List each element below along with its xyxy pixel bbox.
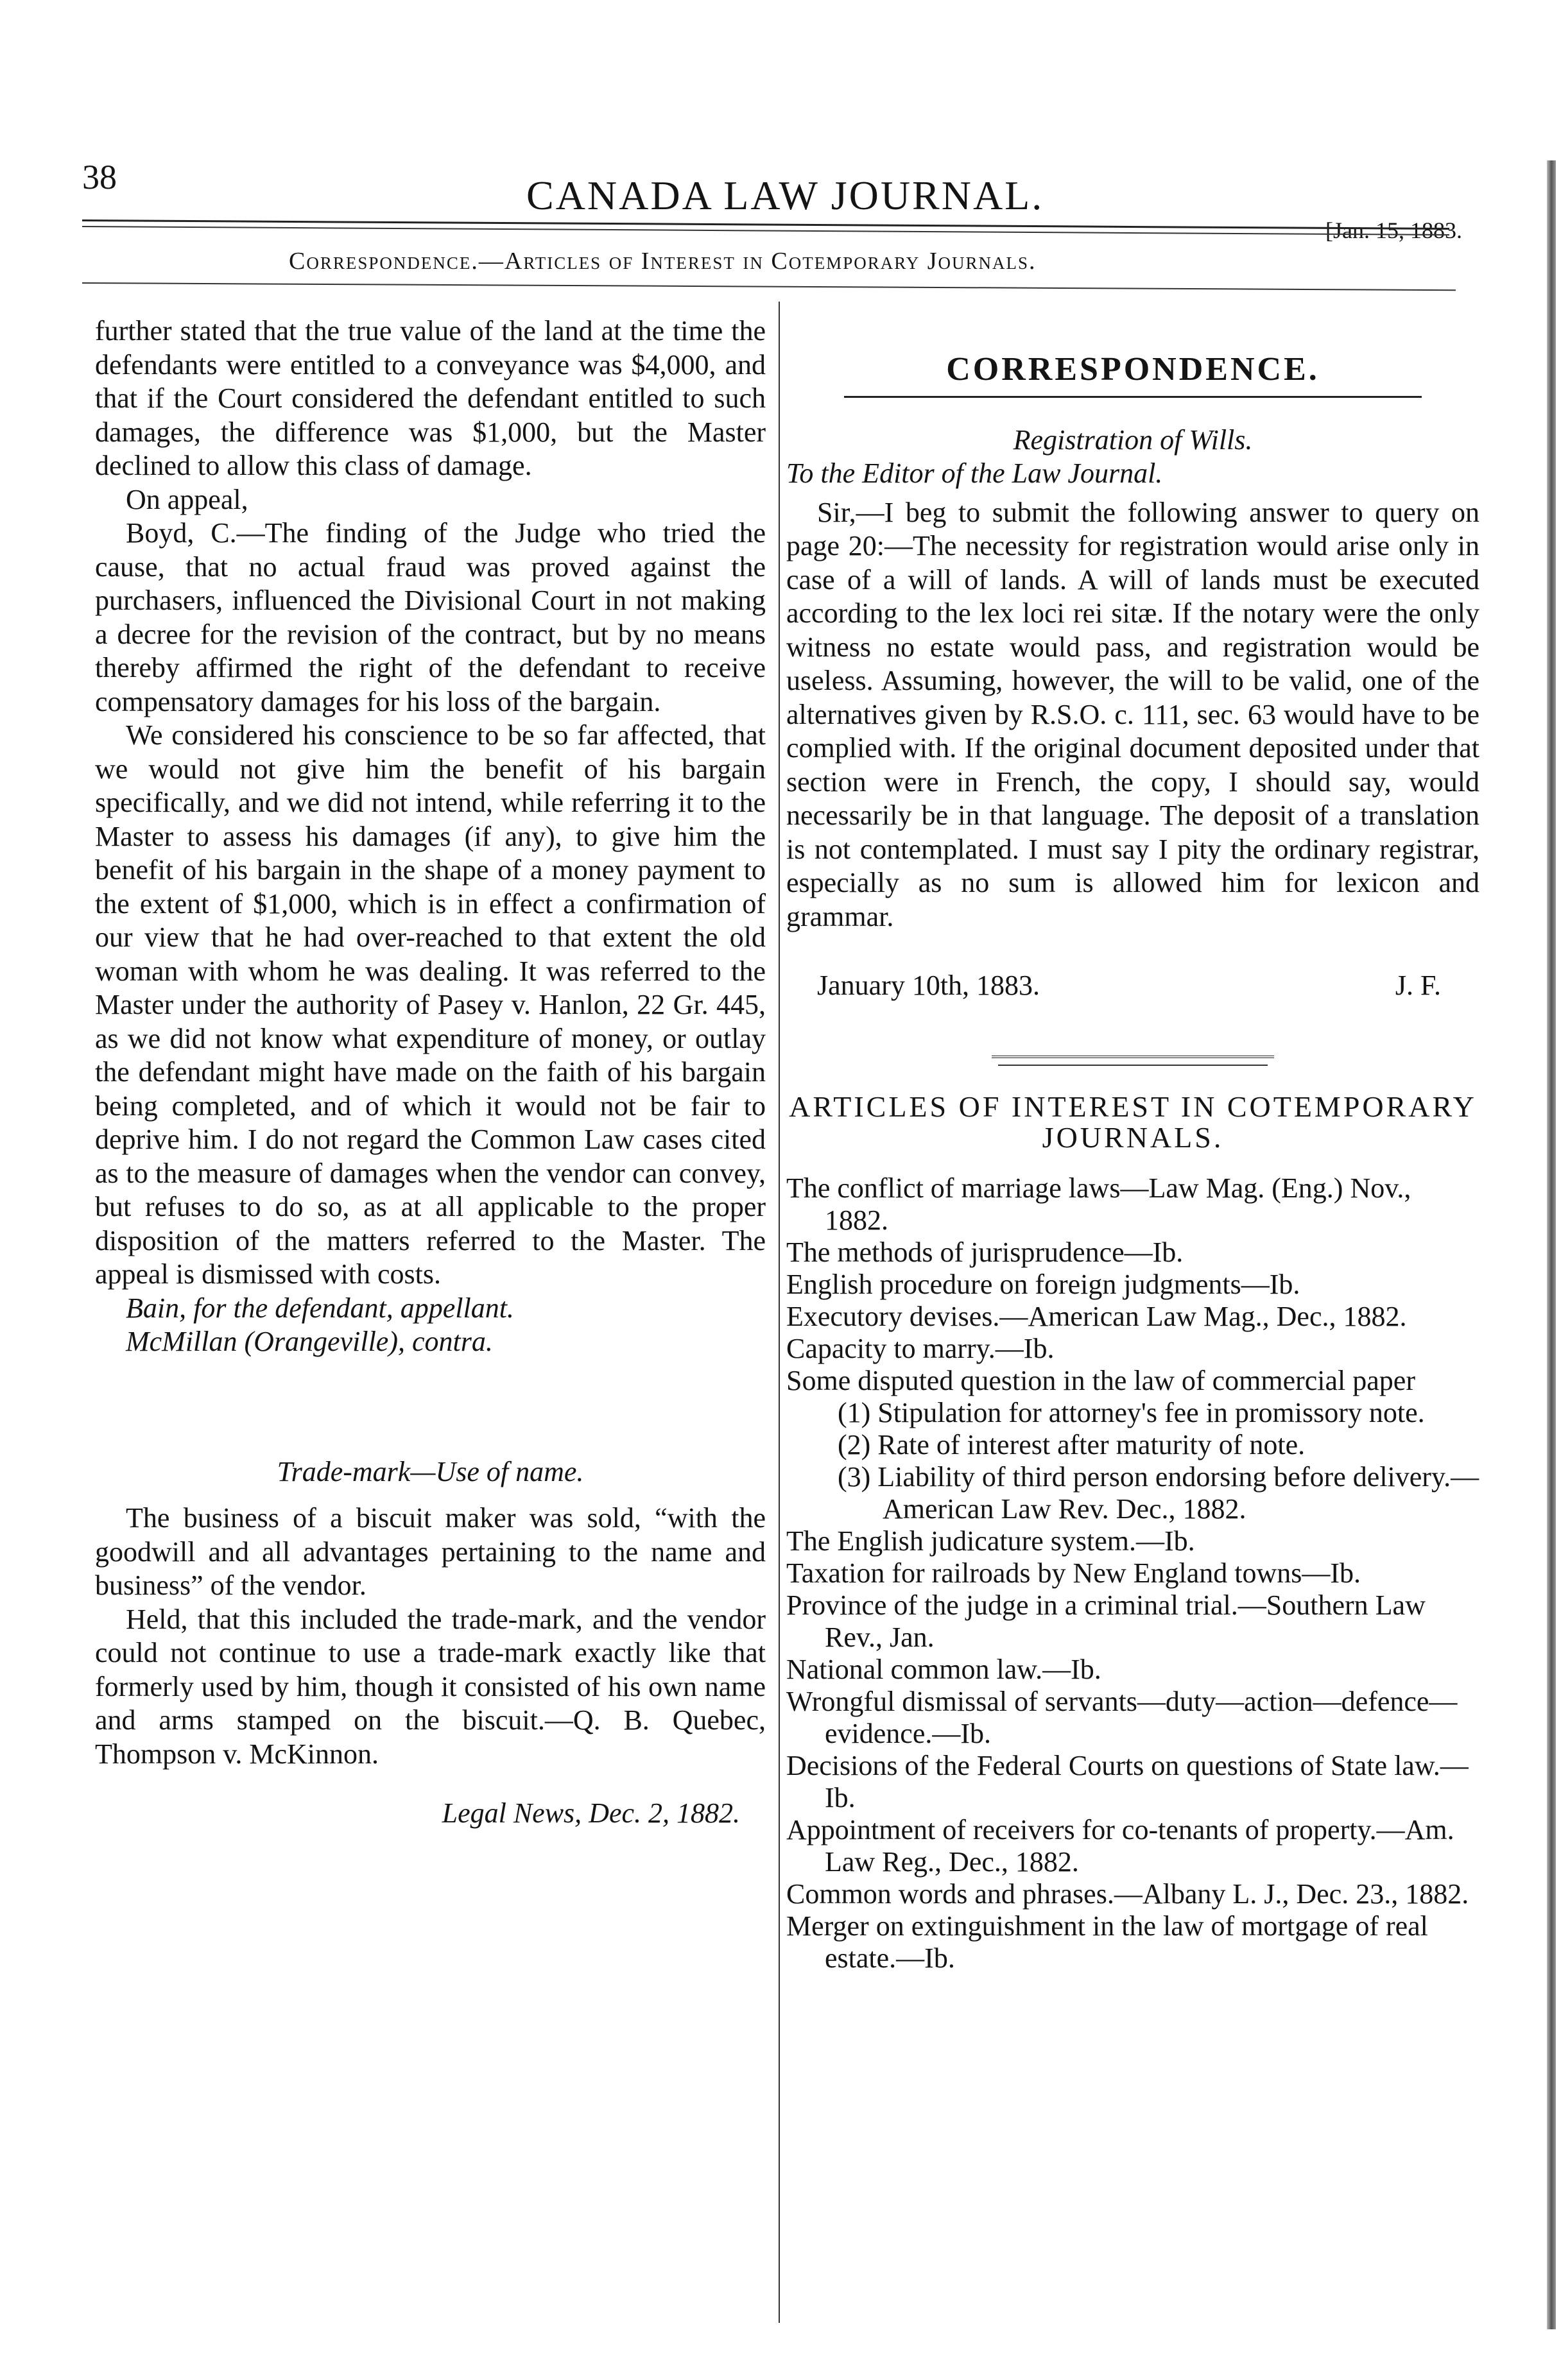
scan-edge-shadow	[1547, 160, 1556, 2329]
issue-date: [Jan. 15, 1883.	[1325, 218, 1462, 243]
articles-heading: ARTICLES OF INTEREST IN COTEMPORARY JOURNALS.	[789, 1090, 1477, 1154]
letter-signature: J. F.	[1395, 970, 1441, 1001]
correspondence-heading: CORRESPONDENCE.	[946, 351, 1320, 388]
counsel-appellant: Bain, for the defendant, appellant.	[126, 1292, 514, 1324]
source-citation: Legal News, Dec. 2, 1882.	[442, 1797, 740, 1829]
article-entry: Executory devises.—American Law Mag., Dec., 1882.	[786, 1301, 1407, 1332]
letter-date: January 10th, 1883.	[817, 970, 1040, 1001]
article-entry: The conflict of marriage laws—Law Mag. (Eng.) Nov., 1882.	[786, 1172, 1411, 1236]
letter-body: Sir,—I beg to submit the following answer to query on page 20:—The necessity for registration would arise only in case of a will of lands. A will of lands must be executed according to the lex loci rei sitæ. If the notary were the only witness no estate would pass, and registration would be useless. Assuming, however, the will to be valid, one of the alternatives given by R.S.O. c. 111, sec. 63 would have to be complied with. If the original document deposited under that section were in French, the copy, I should say, would necessarily be in that language. The deposit of a translation is not contemplated. I must say I pity the ordinary registrar, especially as no sum is allowed him for lexicon and grammar.	[786, 496, 1479, 932]
article-sub-entry: (2) Rate of interest after maturity of note.	[838, 1429, 1306, 1460]
article-entry: Taxation for railroads by New England towns—Ib.	[786, 1557, 1361, 1589]
articles-list-continued	[786, 1525, 1479, 1974]
article-entry: Some disputed question in the law of commercial paper	[786, 1365, 1415, 1396]
article-entry: The English judicature system.—Ib.	[786, 1525, 1195, 1557]
letter-signoff	[786, 969, 1479, 1007]
article-entry: Province of the judge in a criminal trial.—Southern Law Rev., Jan.	[786, 1589, 1426, 1653]
section-separator	[992, 1056, 1274, 1059]
judgment-paragraph: We considered his conscience to be so far affected, that we would not give him the benefit of his bargain specifically, and we did not intend, while referring it to the Master to assess his damages (if any), to give him the benefit of his bargain in the shape of a money payment to the extent of $1,000, which is in effect a confirmation of our view that he had over-reached to that extent the old woman with whom he was dealing. It was referred to the Master under the authority of Pasey v. Hanlon, 22 Gr. 445, as we did not know what expenditure of money, or outlay the defendant might have made on the faith of his bargain being completed, and of which it would not be fair to deprive him. I do not regard the Common Law cases cited as to the measure of damages when the vendor can convey, but refuses to do so, as at all applicable to the proper disposition of the matters referred to the Master. The appeal is dismissed with costs.	[95, 719, 766, 1290]
judgment-paragraph: Boyd, C.—The finding of the Judge who tried the cause, that no actual fraud was proved against the purchasers, influenced the Divisional Court in not making a decree for the revision of the contract, but by no means thereby affirmed the right of the defendant to receive compensatory damages for his loss of the bargain.	[95, 517, 766, 717]
heading-rule	[844, 396, 1422, 398]
case-paragraph: On appeal,	[126, 483, 248, 515]
running-head: Correspondence.—Articles of Interest in Cotemporary Journals.	[289, 248, 1037, 275]
article-entry: The methods of jurisprudence—Ib.	[786, 1237, 1184, 1268]
counsel-respondent: McMillan (Orangeville), contra.	[126, 1326, 493, 1357]
article-entry: National common law.—Ib.	[786, 1654, 1101, 1685]
article-entry: Decisions of the Federal Courts on questions of State law.—Ib.	[786, 1750, 1469, 1813]
page-number: 38	[82, 158, 117, 196]
trade-mark-heading: Trade-mark—Use of name.	[277, 1455, 584, 1487]
article-entry: Appointment of receivers for co-tenants of property.—Am. Law Reg., Dec., 1882.	[786, 1814, 1454, 1878]
articles-list	[786, 1172, 1479, 1397]
article-entry: Merger on extinguishment in the law of mortgage of real estate.—Ib.	[786, 1910, 1428, 1974]
section-separator-thin	[998, 1065, 1268, 1066]
running-head-rule	[82, 282, 1456, 291]
left-column	[95, 314, 766, 1831]
article-sub-entry: (1) Stipulation for attorney's fee in promissory note.	[838, 1397, 1425, 1428]
letter-subject: Registration of Wills.	[1013, 424, 1253, 456]
right-column	[786, 353, 1479, 1974]
trade-mark-paragraph: Held, that this included the trade-mark, and the vendor could not continue to use a trade-mark exactly like that formerly used by him, though it consisted of his own name and arms stamped on the biscuit.—Q. B. Quebec, Thompson v. McKinnon.	[95, 1603, 766, 1770]
column-divider	[779, 302, 780, 2323]
journal-title: CANADA LAW JOURNAL.	[526, 173, 1044, 218]
article-sub-entry: (3) Liability of third person endorsing before delivery.—American Law Rev. Dec., 1882.	[838, 1461, 1479, 1525]
case-paragraph: further stated that the true value of the land at the time the defendants were entitled to a conveyance was $4,000, and that if the Court considered the defendant entitled to such damages, the difference was $1,000, but the Master declined to allow this class of damage.	[95, 315, 766, 481]
salutation: To the Editor of the Law Journal.	[786, 458, 1163, 489]
article-entry: Wrongful dismissal of servants—duty—action—defence—evidence.—Ib.	[786, 1686, 1458, 1749]
article-sub-list	[786, 1397, 1479, 1525]
article-entry: Capacity to marry.—Ib.	[786, 1333, 1055, 1364]
trade-mark-paragraph: The business of a biscuit maker was sold, “with the goodwill and all advantages pertaining to the name and business” of the vendor.	[95, 1502, 766, 1601]
article-entry: English procedure on foreign judgments—Ib.	[786, 1269, 1300, 1300]
article-entry: Common words and phrases.—Albany L. J., Dec. 23., 1882.	[786, 1878, 1469, 1910]
